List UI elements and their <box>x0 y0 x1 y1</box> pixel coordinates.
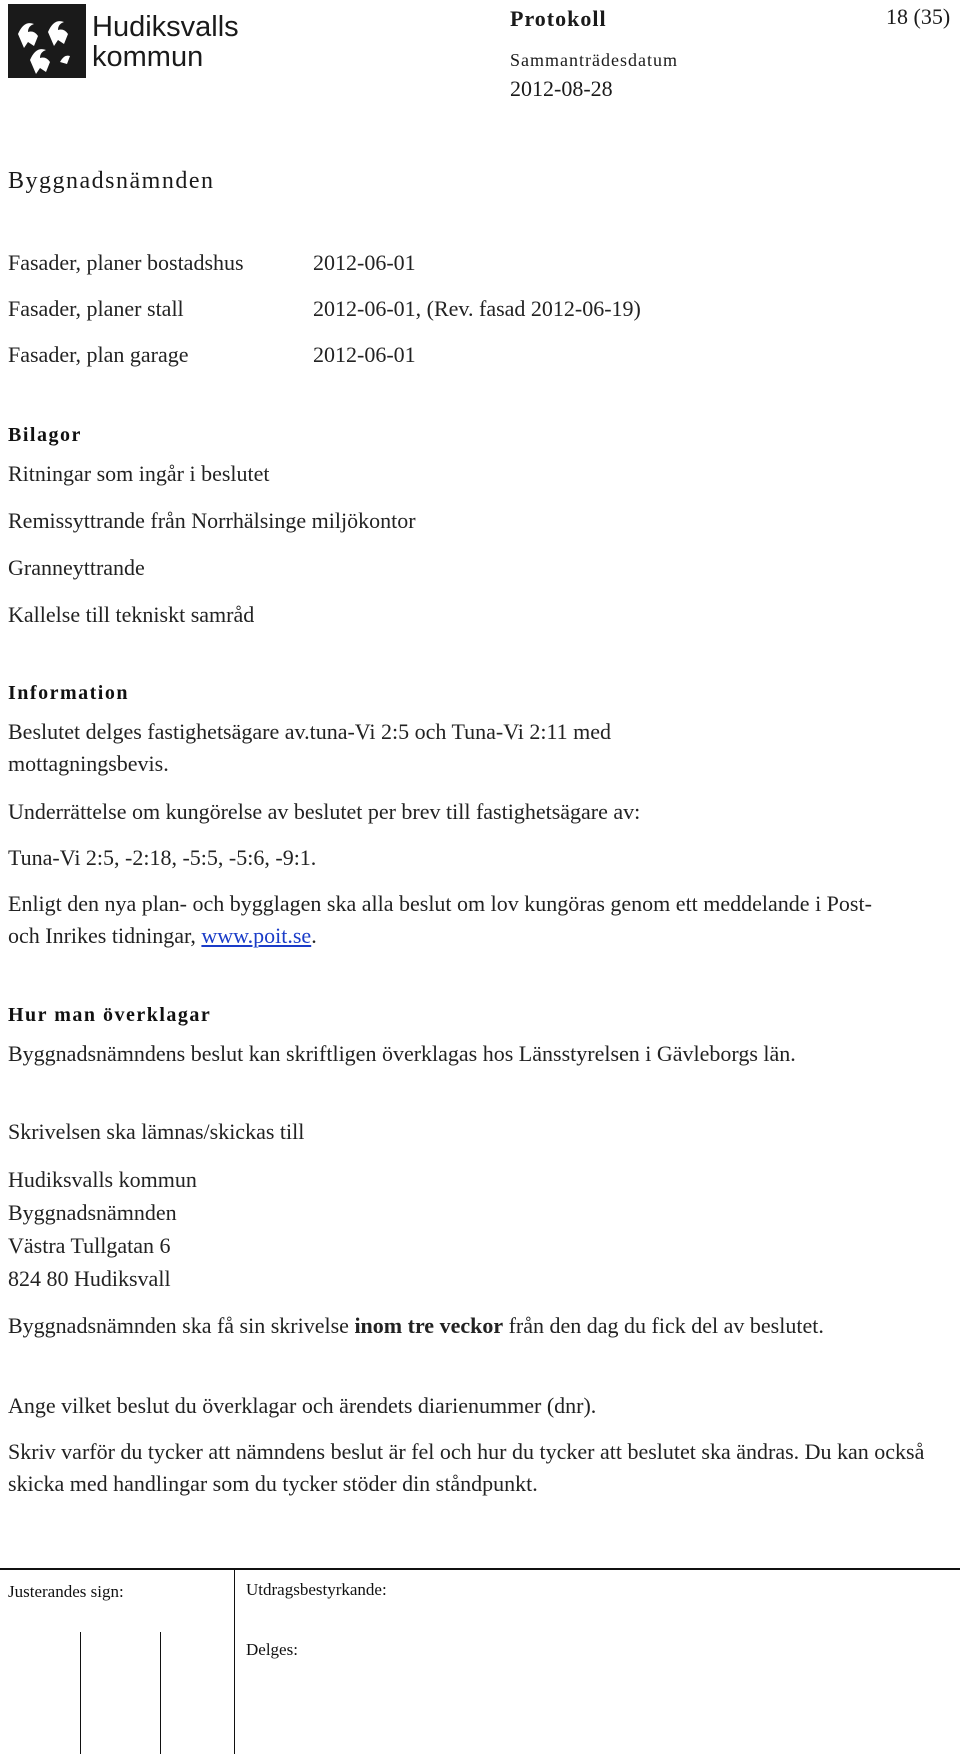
information-paragraph: Beslutet delges fastighetsägare av.tuna-Vi 2:5 och Tuna-Vi 2:11 med mottagningsbevis. <box>8 719 612 776</box>
drawing-date: 2012-06-01, (Rev. fasad 2012-06-19) <box>313 296 641 321</box>
meeting-date-label: Sammanträdesdatum <box>510 50 678 70</box>
appeal-text-end: från den dag du fick del av beslutet. <box>503 1313 824 1338</box>
drawing-name: Fasader, planer bostadshus <box>8 250 244 275</box>
footer-divider <box>80 1632 81 1754</box>
appeal-heading: Hur man överklagar <box>8 1004 212 1026</box>
signature-footer <box>0 1568 960 1754</box>
attachment-item: Kallelse till tekniskt samråd <box>8 602 255 627</box>
table-row <box>8 250 641 296</box>
poit-link[interactable]: www.poit.se <box>201 923 312 948</box>
distribution-label: Delges: <box>246 1640 298 1659</box>
table-row <box>8 342 641 388</box>
logo-line-2: kommun <box>92 41 204 73</box>
information-heading: Information <box>8 682 129 704</box>
information-paragraph: Tuna-Vi 2:5, -2:18, -5:5, -5:6, -9:1. <box>8 845 317 870</box>
logo-line-1: Hudiksvalls <box>92 11 239 43</box>
page-number: 18 (35) <box>886 4 951 29</box>
attachment-item: Granneyttrande <box>8 555 145 580</box>
document-type: Protokoll <box>510 6 607 31</box>
information-text: Enligt den nya plan- och bygglagen ska alla beslut om lov kungöras genom ett meddelande i Post- och Inrikes tidningar, <box>8 891 872 948</box>
certified-extract-label: Utdragsbestyrkande: <box>246 1580 387 1599</box>
deadline-emphasis: inom tre veckor <box>354 1313 504 1338</box>
appeal-paragraph: Ange vilket beslut du överklagar och ärendets diarienummer (dnr). <box>8 1393 597 1418</box>
information-paragraph: Underrättelse om kungörelse av beslutet per brev till fastighetsägare av: <box>8 799 641 824</box>
committee-name: Byggnadsnämnden <box>8 168 215 194</box>
appeal-paragraph: Skriv varför du tycker att nämndens beslut är fel och hur du tycker att beslutet ska ändras. Du kan också skicka med handlingar som du tycker stöder din ståndpunkt. <box>8 1439 925 1496</box>
footer-divider <box>0 1568 960 1570</box>
attachment-item: Remissyttrande från Norrhälsinge miljökontor <box>8 508 416 533</box>
initials-label: Justerandes sign: <box>8 1582 124 1601</box>
attachment-item: Ritningar som ingår i beslutet <box>8 461 270 486</box>
drawing-date: 2012-06-01 <box>313 342 416 367</box>
drawing-date: 2012-06-01 <box>313 250 416 275</box>
address-line: Västra Tullgatan 6 <box>8 1233 171 1258</box>
information-paragraph <box>8 888 878 952</box>
address-line: 824 80 Hudiksvall <box>8 1266 171 1291</box>
drawing-name: Fasader, plan garage <box>8 342 189 367</box>
municipality-logo <box>8 4 268 80</box>
logo-wordmark <box>92 12 239 72</box>
drawing-name: Fasader, planer stall <box>8 296 184 321</box>
address-line: Byggnadsnämnden <box>8 1200 177 1225</box>
appeal-paragraph <box>8 1310 943 1342</box>
appeal-paragraph: Byggnadsnämndens beslut kan skriftligen överklagas hos Länsstyrelsen i Gävleborgs län. <box>8 1041 796 1066</box>
appeal-text: Byggnadsnämnden ska få sin skrivelse <box>8 1313 355 1338</box>
goat-emblem-icon <box>8 4 86 78</box>
table-row <box>8 296 641 342</box>
appeal-paragraph: Skrivelsen ska lämnas/skickas till <box>8 1119 305 1144</box>
drawings-table <box>8 250 641 388</box>
address-line: Hudiksvalls kommun <box>8 1167 197 1192</box>
footer-divider <box>160 1632 161 1754</box>
information-text-end: . <box>311 923 317 948</box>
attachments-heading: Bilagor <box>8 424 82 446</box>
footer-divider <box>234 1570 235 1754</box>
meeting-date: 2012-08-28 <box>510 76 613 101</box>
